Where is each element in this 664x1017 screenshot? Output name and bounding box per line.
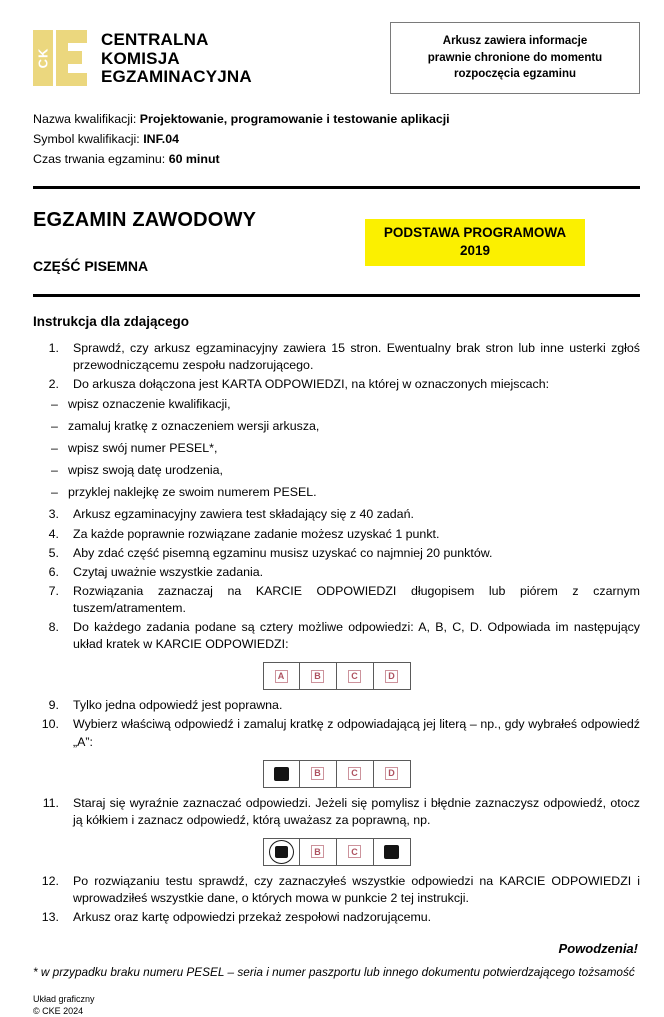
sub-item xyxy=(51,418,640,435)
item-text: Rozwiązania zaznaczaj na KARCIE ODPOWIEDZI długopisem lub piórem z czarnym tuszem/atramentem. xyxy=(73,583,640,615)
dash-bullet: – xyxy=(51,396,58,411)
answer-letter-box: C xyxy=(348,767,361,780)
org-name-line2: KOMISJA xyxy=(101,48,180,68)
org-name xyxy=(101,30,252,87)
exam-subtitle: CZĘŚĆ PISEMNA xyxy=(33,257,149,274)
page-header xyxy=(33,22,640,94)
answer-grid-example-empty xyxy=(33,662,640,690)
exam-duration-row xyxy=(33,150,640,170)
item-text: Do każdego zadania podane są cztery możliwe odpowiedzi: A, B, C, D. Odpowiada im następujący układ kratek w KARCIE ODPOWIEDZI: xyxy=(73,620,640,652)
item-number: 7. xyxy=(48,583,59,598)
sub-item xyxy=(51,396,640,413)
item-number: 1. xyxy=(48,340,59,355)
answer-cell-a-circled xyxy=(263,838,300,866)
item-text: Arkusz oraz kartę odpowiedzi przekaż zespołowi nadzorującemu. xyxy=(73,910,432,925)
list-item-3 xyxy=(33,506,640,523)
good-luck-text: Powodzenia! xyxy=(558,941,638,957)
answer-cell-c xyxy=(337,662,374,690)
circled-answer-mark xyxy=(269,840,294,864)
answer-cell-a-filled xyxy=(263,760,300,788)
cke-brand xyxy=(33,30,252,87)
filled-answer-mark xyxy=(275,846,288,858)
legal-notice-box xyxy=(390,22,640,94)
answer-letter-box: B xyxy=(311,767,324,780)
footer-layout-credit: Układ graficzny xyxy=(33,994,95,1005)
qualification-name-value: Projektowanie, programowanie i testowanie aplikacji xyxy=(139,112,450,127)
answer-grid-example-corrected xyxy=(33,838,640,866)
sub-item xyxy=(51,462,640,479)
dash-bullet: – xyxy=(51,441,58,456)
answer-letter-box: C xyxy=(348,845,361,858)
qualification-info xyxy=(33,110,640,170)
item-text: Aby zdać część pisemną egzaminu musisz uzyskać co najmniej 20 punktów. xyxy=(73,545,493,560)
list-item-2 xyxy=(33,376,640,393)
answer-cell-d-filled xyxy=(374,838,411,866)
dash-bullet: – xyxy=(51,485,58,500)
list-item-5 xyxy=(33,545,640,562)
sub-item-text: wpisz oznaczenie kwalifikacji, xyxy=(68,396,231,411)
answer-letter-box: D xyxy=(385,670,398,683)
list-item-8 xyxy=(33,619,640,653)
sub-item xyxy=(51,440,640,457)
qualification-symbol-value: INF.04 xyxy=(143,131,179,146)
list-item-4 xyxy=(33,526,640,543)
answer-cell-b xyxy=(300,838,337,866)
item-text: Staraj się wyraźnie zaznaczać odpowiedzi. Jeżeli się pomylisz i błędnie zaznaczysz odpowiedź, otocz ją kółkiem i zaznacz odpowiedź, którą uważasz za poprawną, np. xyxy=(73,795,640,827)
item-text: Sprawdź, czy arkusz egzaminacyjny zawiera 15 stron. Ewentualny brak stron lub inne usterki zgłoś przewodniczącemu zespołu nadzorującego. xyxy=(73,340,640,372)
program-basis-line2: 2019 xyxy=(459,243,491,259)
answer-letter-box: B xyxy=(311,845,324,858)
answer-letter-box: B xyxy=(311,670,324,683)
filled-answer-mark xyxy=(384,845,399,859)
qualification-name-row xyxy=(33,110,640,130)
list-item-13 xyxy=(33,909,640,926)
answer-cell-b xyxy=(300,760,337,788)
sub-item-text: przyklej naklejkę ze swoim numerem PESEL. xyxy=(68,485,317,500)
list-item-1 xyxy=(33,340,640,374)
dash-bullet: – xyxy=(51,418,58,433)
list-item-10 xyxy=(33,716,640,750)
item-number: 12. xyxy=(41,873,59,888)
answer-grid-example-marked xyxy=(33,760,640,788)
item-number: 2. xyxy=(48,376,59,391)
page-footer xyxy=(33,993,640,1017)
item-number: 5. xyxy=(48,545,59,560)
program-basis-badge xyxy=(365,219,585,267)
answer-cell-c xyxy=(337,760,374,788)
list-item-11 xyxy=(33,795,640,829)
item-text: Tylko jedna odpowiedź jest poprawna. xyxy=(73,698,283,713)
instructions-list xyxy=(33,340,640,927)
item-number: 10. xyxy=(41,717,59,732)
item-number: 13. xyxy=(41,910,59,925)
cke-logo-icon xyxy=(33,30,91,86)
answer-cell-b xyxy=(300,662,337,690)
sub-item-text: zamaluj kratkę z oznaczeniem wersji arkusza, xyxy=(68,418,320,433)
answer-letter-box: D xyxy=(385,767,398,780)
footer-copyright: © CKE 2024 xyxy=(33,1006,84,1017)
item-text: Czytaj uważnie wszystkie zadania. xyxy=(73,564,264,579)
item-number: 4. xyxy=(48,526,59,541)
pesel-footnote: * w przypadku braku numeru PESEL – seria i numer paszportu lub innego dokumentu potwierdzającego tożsamość xyxy=(33,965,635,980)
item-text: Za każde poprawnie rozwiązane zadanie możesz uzyskać 1 punkt. xyxy=(73,526,440,541)
item-text: Wybierz właściwą odpowiedź i zamaluj kratkę z odpowiadającą jej literą – np., gdy wybrałeś odpowiedź „A”: xyxy=(73,717,640,749)
answer-letter-box: C xyxy=(348,670,361,683)
notice-line1: Arkusz zawiera informacje xyxy=(442,35,588,47)
title-section xyxy=(33,209,640,274)
answer-cell-c xyxy=(337,838,374,866)
list-item-6 xyxy=(33,564,640,581)
item-text: Do arkusza dołączona jest KARTA ODPOWIEDZI, na której w oznaczonych miejscach: xyxy=(73,376,550,391)
exam-duration-label: Czas trwania egzaminu: xyxy=(33,151,166,166)
item-text: Arkusz egzaminacyjny zawiera test składający się z 40 zadań. xyxy=(73,507,414,522)
sub-item xyxy=(51,484,640,501)
instructions-heading: Instrukcja dla zdającego xyxy=(33,313,190,329)
org-name-line1: CENTRALNA xyxy=(101,30,209,49)
item-number: 9. xyxy=(48,698,59,713)
dash-bullet: – xyxy=(51,463,58,478)
sub-item-text: wpisz swój numer PESEL*, xyxy=(68,441,218,456)
divider-top xyxy=(33,186,640,189)
logo-ck-text: CK xyxy=(35,47,51,69)
qualification-symbol-label: Symbol kwalifikacji: xyxy=(33,131,140,146)
answer-cell-a xyxy=(263,662,300,690)
item-number: 11. xyxy=(42,795,59,810)
item-number: 6. xyxy=(48,564,59,579)
item-text: Po rozwiązaniu testu sprawdź, czy zaznaczyłeś wszystkie odpowiedzi na KARCIE ODPOWIEDZI i wprowadziłeś wszystkie dane, o których mowa w punkcie 2 tej instrukcji. xyxy=(73,873,640,905)
qualification-name-label: Nazwa kwalifikacji: xyxy=(33,112,137,127)
item-number: 3. xyxy=(48,507,59,522)
notice-line3: rozpoczęcia egzaminu xyxy=(453,68,577,81)
answer-cell-d xyxy=(374,662,411,690)
answer-letter-box: A xyxy=(275,670,288,683)
list-item-9 xyxy=(33,697,640,714)
program-basis-line1: PODSTAWA PROGRAMOWA xyxy=(383,224,567,240)
item-number: 8. xyxy=(48,620,59,635)
answer-cell-d xyxy=(374,760,411,788)
filled-answer-mark xyxy=(274,767,289,781)
sub-item-text: wpisz swoją datę urodzenia, xyxy=(68,463,223,478)
exam-title: EGZAMIN ZAWODOWY xyxy=(33,208,257,231)
org-name-line3: EGZAMINACYJNA xyxy=(101,67,252,87)
list-item-12 xyxy=(33,873,640,907)
divider-bottom xyxy=(33,294,640,297)
notice-line2: prawnie chronione do momentu xyxy=(427,51,603,64)
exam-duration-value: 60 minut xyxy=(168,151,220,166)
item-2-subitems xyxy=(51,396,640,502)
list-item-7 xyxy=(33,583,640,617)
qualification-symbol-row xyxy=(33,130,640,150)
